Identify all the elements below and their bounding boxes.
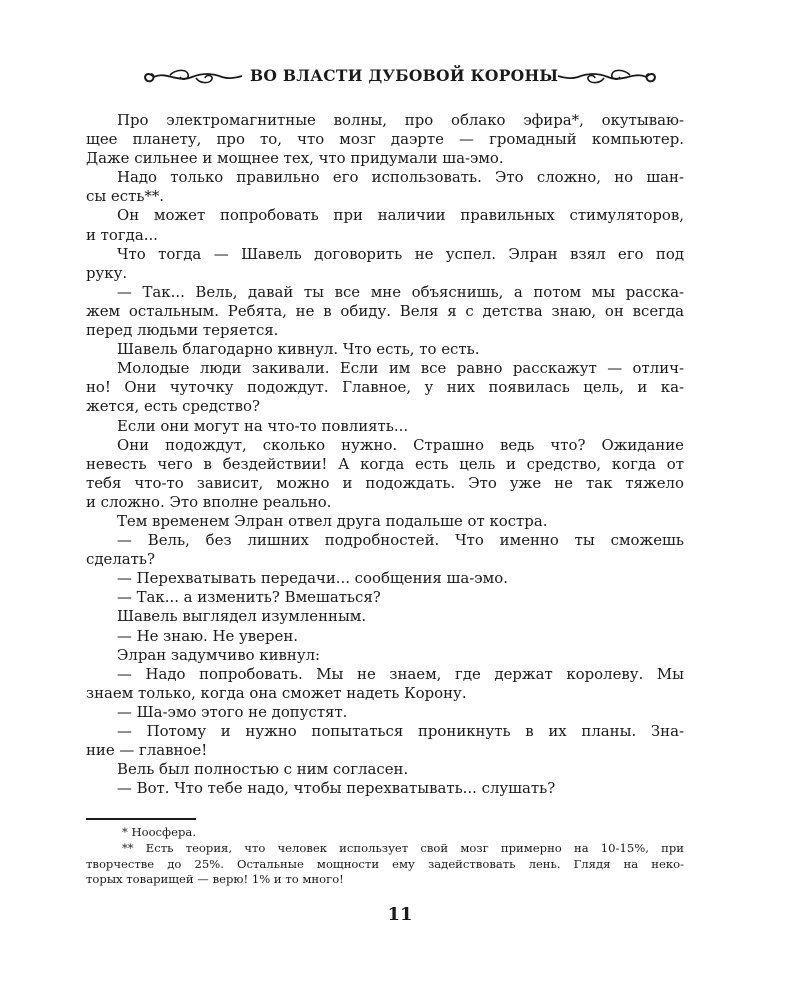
- text-line: жется, есть средство?: [86, 397, 260, 416]
- text-line: — Так... а изменить? Вмешаться?: [117, 588, 381, 607]
- text-line: — Потому и нужно попытаться проникнуть в их планы. Зна-: [117, 722, 684, 740]
- footnote-line: * Ноосфера.: [122, 825, 197, 839]
- text-line: Элран задумчиво кивнул:: [117, 645, 321, 664]
- text-line: невесть чего в бездействии! А когда есть цель и средство, когда от: [86, 454, 684, 473]
- text-line: тебя что-то зависит, можно и подождать. Это уже не так тяжело: [86, 473, 684, 492]
- text-line: сделать?: [86, 550, 155, 569]
- flourish-ornament-left-icon: [140, 66, 244, 88]
- text-line: Если они могут на что-то повлиять...: [117, 416, 409, 435]
- text-line: Вель был полностью с ним согласен.: [117, 760, 409, 779]
- running-header-title: ВО ВЛАСТИ ДУБОВОЙ КОРОНЫ: [250, 66, 559, 85]
- text-line: Надо только правильно его использовать. Это сложно, но шан-: [117, 168, 684, 187]
- text-line: — Так... Вель, давай ты все мне объяснишь, а потом мы расска-: [117, 282, 684, 301]
- text-line: Они подождут, сколько нужно. Страшно ведь что? Ожидание: [117, 435, 684, 454]
- page-number: 11: [387, 904, 413, 925]
- text-line: Что тогда — Шавель договорить не успел. Элран взял его под: [117, 244, 684, 263]
- text-line: — Не знаю. Не уверен.: [117, 626, 298, 645]
- footnote-line: творчестве до 25%. Остальные мощности ему задействовать лень. Глядя на неко-: [86, 856, 684, 871]
- text-line: Тем временем Элран отвел друга подальше от костра.: [117, 511, 548, 530]
- text-line: и сложно. Это вполне реально.: [86, 492, 332, 511]
- footnotes: [86, 825, 684, 888]
- text-line: и тогда...: [86, 225, 158, 244]
- footnote-line: ** Есть теория, что человек использует свой мозг примерно на 10-15%, при: [122, 840, 684, 855]
- footnote-line: торых товарищей — верю! 1% и то много!: [86, 872, 344, 887]
- main-text: [86, 111, 684, 798]
- text-line: Молодые люди закивали. Если им все равно расскажут — отлич-: [117, 359, 684, 378]
- text-line: Он может попробовать при наличии правильных стимуляторов,: [117, 206, 684, 225]
- text-line: — Ша-эмо этого не допустят.: [117, 702, 348, 721]
- text-line: перед людьми теряется.: [86, 321, 279, 340]
- text-line: — Надо попробовать. Мы не знаем, где держат королеву. Мы: [117, 664, 684, 683]
- text-line: щее планету, про то, что мозг даэрте — громадный компьютер.: [86, 130, 684, 149]
- running-header: [140, 58, 660, 94]
- text-line: руку.: [86, 263, 128, 282]
- footnote-divider: [86, 818, 196, 820]
- text-line: Про электромагнитные волны, про облако эфира*, окутываю-: [117, 111, 684, 129]
- text-line: но! Они чуточку подождут. Главное, у них появилась цель, и ка-: [86, 378, 684, 397]
- text-line: — Вот. Что тебе надо, чтобы перехватывать... слушать?: [117, 779, 556, 798]
- text-line: Даже сильнее и мощнее тех, что придумали ша-эмо.: [86, 149, 504, 168]
- text-line: Шавель благодарно кивнул. Что есть, то есть.: [117, 340, 480, 359]
- flourish-ornament-right-icon: [556, 66, 660, 88]
- text-line: ние — главное!: [86, 741, 208, 760]
- text-line: жем остальным. Ребята, не в обиду. Веля я с детства знаю, он всегда: [86, 301, 684, 320]
- text-line: Шавель выглядел изумленным.: [117, 607, 367, 626]
- text-line: — Вель, без лишних подробностей. Что именно ты сможешь: [117, 531, 684, 550]
- text-line: знаем только, когда она сможет надеть Корону.: [86, 683, 467, 702]
- text-line: — Перехватывать передачи... сообщения ша-эмо.: [117, 569, 508, 588]
- text-line: сы есть**.: [86, 187, 165, 206]
